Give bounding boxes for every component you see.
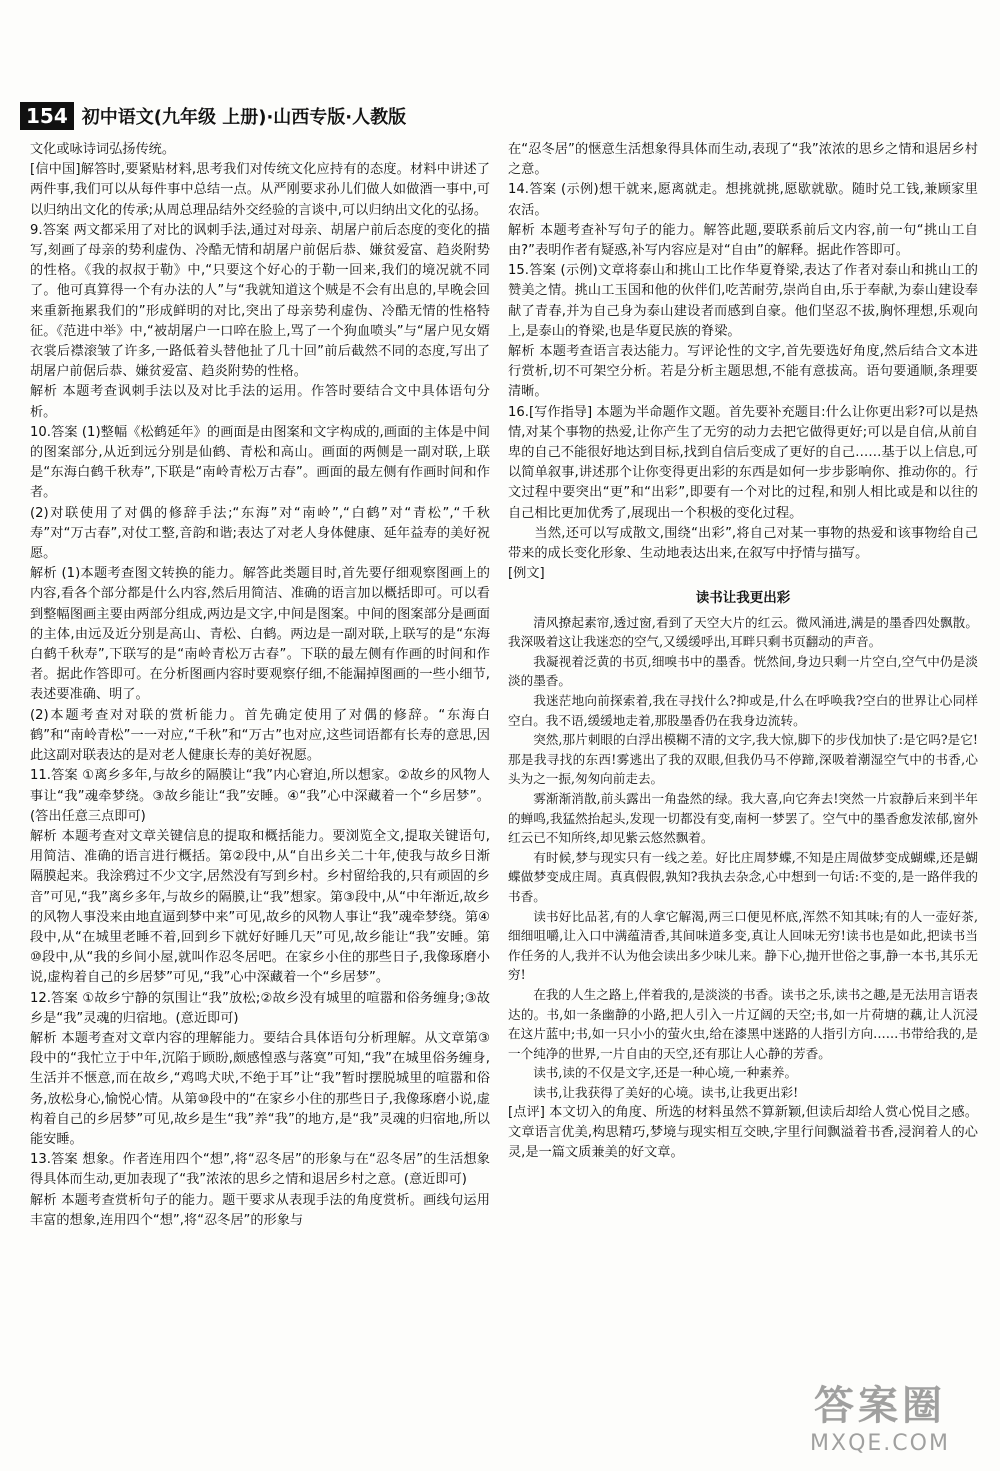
essay-title: 读书让我更出彩 (695, 590, 791, 607)
analysis-paragraph: 解析 (1)本题考查图文转换的能力。解答此类题目时,首先要仔细观察图画上的内容,看各个部分都是什么内容,然后用简洁、准确的语言加以概括即可。可以看到整幅图画主要由两部分组成,两边是文字,中间是图案。中间的图案部分是画面的主体,由远及近分别是高山、青松、白鹤。两边是一副对联,上联写的是“东海白鹤千秋寿”,下联写的是“南岭青松万古春”。下联的最左侧有作画的时间和作者。据此作答即可。在分析图画内容时要观察仔细,不能漏掉图画的一些小细节,表述要准确、明了。 (30, 566, 490, 703)
essay-paragraph: 我迷茫地向前探索着,我在寻找什么?抑或是,什么在呼唤我?空白的世界让心同样空白。我不语,缓缓地走着,那股墨香仍在我身边流转。 (508, 693, 978, 728)
answer-paragraph: 12.答案 ①故乡宁静的氛围让“我”放松;②故乡没有城里的喧嚣和俗务缠身;③故乡是“我”灵魂的归宿地。(意近即可) (30, 990, 490, 1026)
answer-paragraph: 14.答案 (示例)想干就来,愿离就走。想挑就挑,愿歇就歇。随时兑工钱,兼顾家里农活。 (508, 182, 978, 218)
essay-paragraph: 突然,那片刺眼的白浮出模糊不清的文字,我大惊,脚下的步伐加快了:是它吗?是它!那是我寻找的东西!雾逃出了我的双眼,但我仍马不停蹄,深吸着潮湿空气中的书香,心头为之一振,匆匆向前走去。 (508, 732, 978, 787)
watermark-url: MXQE.COM (810, 1431, 950, 1456)
writing-guide: 16.[写作指导] 本题为半命题作文题。首先要补充题目:什么让你更出彩?可以是热情,对某个事物的热爱,让你产生了无穷的动力去把它做得更好;可以是自信,从前自卑的自己不能很好地达到目标,找到自信后变成了更好的自己……基于以上信息,可以简单叙事,讲述那个让你变得更出彩的东西是如何一步步影响你、推动你的。行文过程中要突出“更”和“出彩”,即要有一个对比的过程,和别人相比或是和以往的自己相比更加优秀了,展现出一个积极的变化过程。 (508, 404, 978, 521)
essay-paragraph: 有时候,梦与现实只有一线之差。好比庄周梦蝶,不知是庄周做梦变成蝴蝶,还是蝴蝶做梦变成庄周。真真假假,孰知?我执去杂念,心中想到一句话:不变的,是一路伴我的书香。 (508, 849, 978, 904)
analysis-paragraph: 解析 本题考查讽刺手法以及对比手法的运用。作答时要结合文中具体语句分析。 (30, 384, 490, 420)
answer-paragraph: (2)对联使用了对偶的修辞手法;“东海”对“南岭”,“白鹤”对“青松”,“千秋寿”对“万古春”,对仗工整,音韵和谐;表达了对老人身体健康、延年益寿的美好祝愿。 (30, 505, 490, 562)
page-header (20, 100, 406, 132)
analysis-paragraph: 解析 本题考查补写句子的能力。解答此题,要联系前后文内容,前一句“挑山工自由?”表明作者有疑惑,补写内容应是对“自由”的解释。据此作答即可。 (508, 222, 978, 259)
answer-paragraph: 10.答案 (1)整幅《松鹤延年》的画面是由图案和文字构成的,画面的主体是中间的图案部分,从近到远分别是仙鹤、青松和高山。画面的两侧是一副对联,上联是“东海白鹤千秋寿”,下联是“南岭青松万古春”。画面的最左侧有作画时间和作者。 (30, 424, 490, 501)
analysis-paragraph: 解析 本题考查语言表达能力。写评论性的文字,首先要选好角度,然后结合文本进行赏析,切不可架空分析。若是分析主题思想,不能有意拔高。语句要通顺,条理要清晰。 (508, 344, 978, 400)
answer-paragraph: 11.答案 ①离乡多年,与故乡的隔膜让“我”内心窘迫,所以想家。②故乡的风物人事让“我”魂牵梦绕。③故乡能让“我”安睡。④“我”心中深藏着一个“乡居梦”。(答出任意三点即可) (30, 768, 490, 824)
watermark-text: 答案圈 (814, 1383, 946, 1429)
comment-paragraph: [点评] 本文切入的角度、所选的材料虽然不算新颖,但读后却给人赏心悦目之感。文章语言优美,构思精巧,梦境与现实相互交映,字里行间飘溢着书香,浸润着人的心灵,是一篇文质兼美的好文章。 (508, 1104, 978, 1160)
answer-paragraph: [信中国]解答时,要紧贴材料,思考我们对传统文化应持有的态度。材料中讲述了两件事,我们可以从每件事中总结一点。从严刚要求孙儿们做人如做酒一事中,可以归纳出文化的传承;从周总理品结外交经验的言谈中,可以归纳出文化的弘扬。 (30, 162, 490, 218)
book-title: 初中语文(九年级 上册)·山西专版·人教版 (81, 107, 407, 128)
answer-paragraph: 在“忍冬居”的惬意生活想象得具体而生动,表现了“我”浓浓的思乡之情和退居乡村之意。 (508, 142, 978, 178)
essay-paragraph: 雾渐渐消散,前头露出一角盎然的绿。我大喜,向它奔去!突然一片寂静后来到半年的蝉鸣,我猛然抬起头,发现一切都没有变,南柯一梦罢了。空气中的墨香愈发浓郁,窗外红云已不知所终,却见紫云悠然飘着。 (508, 791, 978, 846)
answer-paragraph: 15.答案 (示例)文章将泰山和挑山工比作华夏脊梁,表达了作者对泰山和挑山工的赞美之情。挑山工玉国和他的伙伴们,吃苦耐劳,崇尚自由,乐于奉献,为泰山建设奉献了青春,并为自己身为泰山建设者而感到自豪。他们坚忍不拔,胸怀理想,乐观向上,是泰山的脊梁,也是华夏民族的脊梁。 (508, 263, 978, 339)
left-column (30, 140, 490, 1231)
essay-paragraph: 我凝视着泛黄的书页,细嗅书中的墨香。恍然间,身边只剩一片空白,空气中仍是淡淡的墨香。 (508, 653, 978, 689)
watermark-logo (780, 1374, 980, 1456)
essay-paragraph: 在我的人生之路上,伴着我的,是淡淡的书香。读书之乐,读书之趣,是无法用言语表达的。书,如一条幽静的小路,把人引入一片辽阔的天空;书,如一片荷塘的藕,让人沉浸在这片蓝中;书,如一只小小的萤火虫,给在漆黑中迷路的人指引方向……书带给我的,是一个纯净的世界,一片自由的天空,还有那让人心静的芳香。 (508, 986, 978, 1061)
analysis-paragraph: 解析 本题考查对文章内容的理解能力。要结合具体语句分析理解。从文章第③段中的“我忙立于中年,沉陷于顾盼,颇感惶惑与落寞”可知,“我”在城里俗务缠身,生活并不惬意,而在故乡,“鸡鸣犬吠,不绝于耳”让“我”暂时摆脱城里的喧嚣和俗务,放松身心,愉悦心情。从第⑩段中的“在家乡小住的那些日子,我像琢磨小说,虚构着自己的乡居梦”可见,故乡是生“我”养“我”的地方,是“我”灵魂的归宿地,所以能安睡。 (30, 1030, 490, 1147)
essay-paragraph: 读书,读的不仅是文字,还是一种心境,一种素养。 (533, 1065, 798, 1081)
essay-paragraph: 读书好比品茗,有的人拿它解渴,两三口便见杯底,浑然不知其味;有的人一壶好茶,细细咀嚼,让入口中满蕴清香,其间味道多变,真让人回味无穷!读书也是如此,把读书当作任务的人,我并不认为他会读出多少味儿来。静下心,抛开世俗之事,静一本书,其乐无穷! (508, 908, 978, 983)
essay-paragraph: 读书,让我获得了美好的心境。读书,让我更出彩! (533, 1084, 799, 1100)
writing-guide: 当然,还可以写成散文,围绕“出彩”,将自己对某一事物的热爱和该事物给自己带来的成长变化形象、生动地表达出来,在叙写中抒情与描写。 (508, 525, 978, 562)
right-column (508, 140, 978, 1163)
answer-paragraph: 文化或咏诗词弘扬传统。 (30, 142, 176, 157)
answer-paragraph: 9.答案 两文都采用了对比的讽刺手法,通过对母亲、胡屠户前后态度的变化的描写,刻画了母亲的势利虚伪、冷酷无情和胡屠户前倨后恭、嫌贫爱富、趋炎附势的性格。《我的叔叔于勒》中,“只要这个好心的于勒一回来,我们的境况就不同了。他可真算得一个有办法的人”与“我就知道这个贼是不会有出息的,早晚会回来重新拖累我们的”形成鲜明的对比,突出了母亲势利虚伪、冷酷无情的性格特征。《范进中举》中,“被胡屠户一口啐在脸上,骂了一个狗血喷头”与“屠户见女婿衣裳后襟滚皱了许多,一路低着头替他扯了几十回”前后截然不同的态度,写出了胡屠户前倨后恭、嫌贫爱富、趋炎附势的性格。 (30, 222, 490, 380)
analysis-paragraph: 解析 本题考查对文章关键信息的提取和概括能力。要浏览全文,提取关键语句,用简洁、准确的语言进行概括。第②段中,从“自出乡关二十年,使我与故乡日渐隔膜起来。我涂鸦过不少文字,居然没有写到乡村。乡村留给我的,只有顽固的乡音”可见,“我”离乡多年,与故乡的隔膜,让“我”想家。第③段中,从“中年渐近,故乡的风物人事没来由地直逼到梦中来”可见,故乡的风物人事让“我”魂牵梦绕。第④段中,从“在城里老睡不着,回到乡下就好好睡几天”可见,故乡能让“我”安睡。第⑩段中,从“我的乡间小屋,就叫作忍冬居吧。在家乡小住的那些日子,我像琢磨小说,虚构着自己的乡居梦”可见,“我”心中深藏着一个“乡居梦”。 (30, 828, 490, 986)
example-essay (508, 613, 978, 1103)
analysis-paragraph: 解析 本题考查赏析句子的能力。题干要求从表现手法的角度赏析。画线句运用丰富的想象,连用四个“想”,将“忍冬居”的形象与 (30, 1192, 490, 1228)
analysis-paragraph: (2)本题考查对对联的赏析能力。首先确定使用了对偶的修辞。“东海白鹤”和“南岭青松”一一对应,“千秋”和“万古”也对应,这些词语都有长寿的意思,因此这副对联表达的是对老人健康长寿的美好祝愿。 (30, 707, 490, 764)
answer-paragraph: 13.答案 想象。作者连用四个“想”,将“忍冬居”的形象与在“忍冬居”的生活想象得具体而生动,更加表现了“我”浓浓的思乡之情和退居乡村之意。(意近即可) (30, 1152, 490, 1188)
page-number: 154 (20, 102, 74, 130)
example-label: [例文] (508, 566, 545, 582)
essay-paragraph: 清风撩起素帘,透过窗,看到了天空大片的红云。微风涌进,满是的墨香四处飘散。我深吸着这让我迷恋的空气,又缓缓呼出,耳畔只剩书页翻动的声音。 (508, 614, 978, 650)
